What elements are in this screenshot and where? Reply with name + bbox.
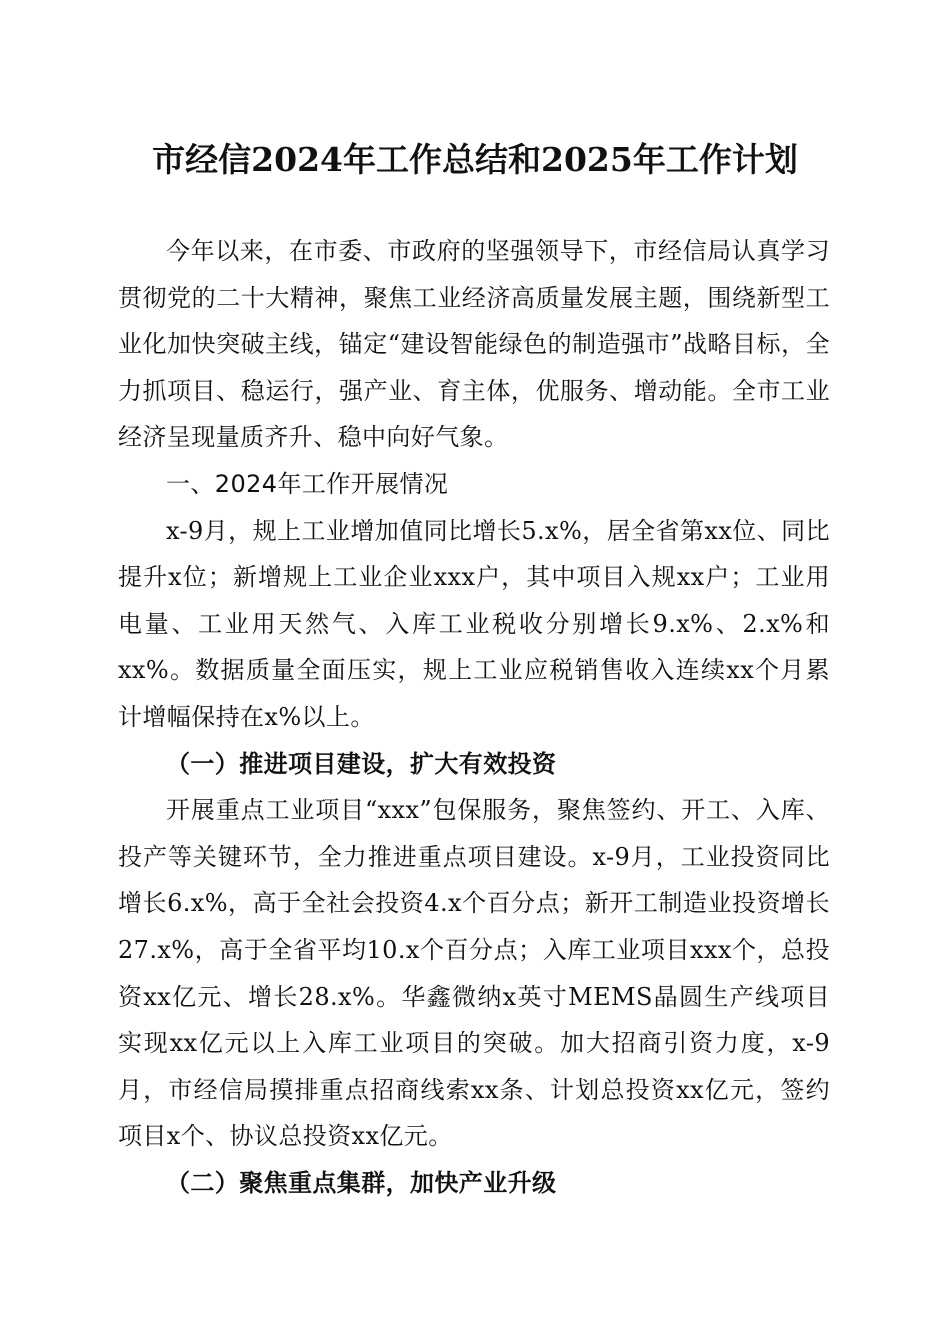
subsection-heading-1: （一）推进项目建设，扩大有效投资 <box>166 748 557 778</box>
subsection-1-paragraph: 开展重点工业项目“xxx”包保服务，聚焦签约、开工、入库、投产等关键环节，全力推进重点项目建设。x-9月，工业投资同比增长6.x%，高于全社会投资4.x个百分点；新开工制造业投资增长27.x%，高于全省平均10.x个百分点；入库工业项目xxx个，总投资xx亿元、增长28.x%。华鑫微纳x英寸MEMS晶圆生产线项目实现xx亿元以上入库工业项目的突破。加大招商引资力度，x-9月，市经信局摸排重点招商线索xx条、计划总投资xx亿元，签约项目x个、协议总投资xx亿元。 <box>118 796 830 1151</box>
document-body <box>118 228 830 1206</box>
section-1-paragraph: x-9月，规上工业增加值同比增长5.x%，居全省第xx位、同比提升x位；新增规上工业企业xxx户，其中项目入规xx户；工业用电量、工业用天然气、入库工业税收分别增长9.x%、2.x%和xx%。数据质量全面压实，规上工业应税销售收入连续xx个月累计增幅保持在x%以上。 <box>118 516 830 731</box>
section-heading-1: 一、2024年工作开展情况 <box>166 469 449 498</box>
subsection-heading-2: （二）聚焦重点集群，加快产业升级 <box>166 1167 557 1197</box>
document-title: 市经信2024年工作总结和2025年工作计划 <box>152 140 798 179</box>
intro-paragraph: 今年以来，在市委、市政府的坚强领导下，市经信局认真学习贯彻党的二十大精神，聚焦工业经济高质量发展主题，围绕新型工业化加快突破主线，锚定“建设智能绿色的制造强市”战略目标，全力抓项目、稳运行，强产业、育主体，优服务、增动能。全市工业经济呈现量质齐升、稳中向好气象。 <box>118 237 830 452</box>
